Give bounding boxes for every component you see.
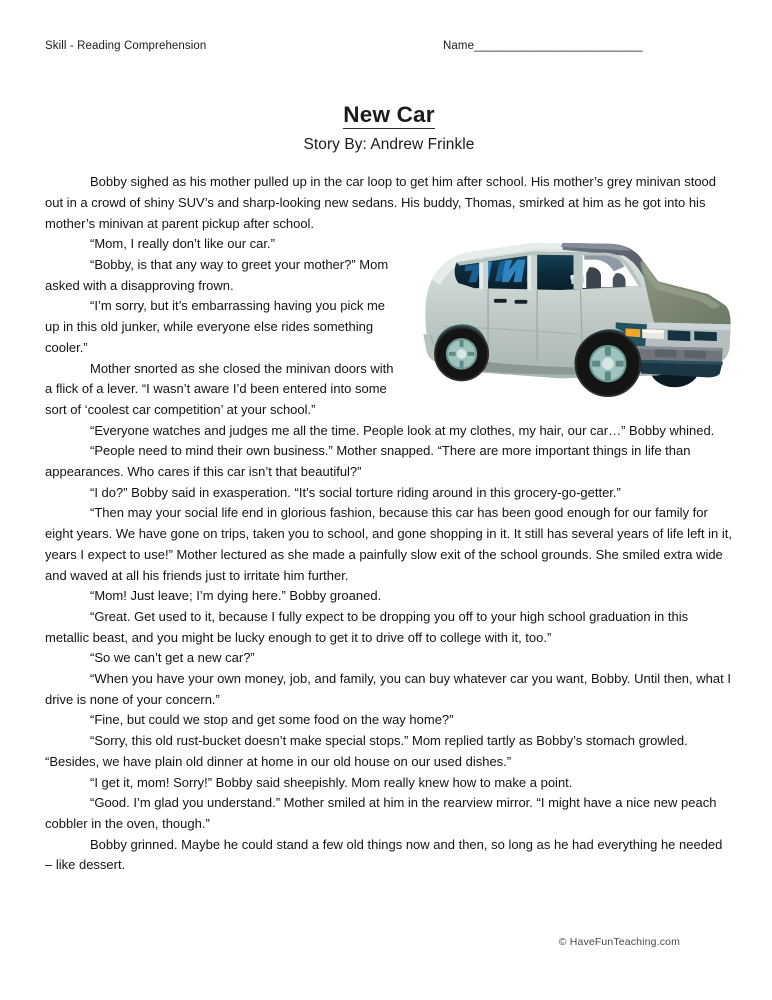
story-paragraph: “People need to mind their own business.” Mother snapped. “There are more important things in life than appearances. Who cares if this car isn’t that beautiful?” bbox=[45, 443, 691, 480]
name-field bbox=[443, 40, 642, 52]
footer-copyright: © HaveFunTeaching.com bbox=[558, 936, 680, 948]
story-paragraph: “I’m sorry, but it’s embarrassing having you pick me up in this old junker, while everyone else rides something cooler.” bbox=[45, 298, 386, 355]
name-field-label: Name bbox=[443, 40, 475, 52]
story-paragraph: “Then may your social life end in glorious fashion, because this car has been good enough for our family for eight years. We have gone on trips, taken you to school, and gone shopping in it. It still has several years of life left in it, years I expect to use!” Mother lectured as she made a painfully slow exit of the school grounds. She smiled extra wide and waved at all his friends just to irritate him further. bbox=[45, 505, 732, 583]
story-paragraph: “Bobby, is that any way to greet your mother?” Mom asked with a disapproving frown. bbox=[45, 257, 389, 293]
minivan-illustration bbox=[413, 238, 733, 400]
story-paragraph: “When you have your own money, job, and family, you can buy whatever car you want, Bobby. Until then, what I drive is none of your concern.” bbox=[45, 671, 731, 707]
story-paragraph: Mother snorted as she closed the minivan doors with a flick of a lever. “I wasn’t aware I’d been entered into some sort of ‘coolest car competition’ at your school.” bbox=[45, 360, 394, 417]
title-block bbox=[45, 102, 733, 154]
story-paragraph: “Sorry, this old rust-bucket doesn’t make special stops.” Mom replied tartly as Bobby’s stomach growled. “Besides, we have plain old dinner at home in our old house on our used dishes.” bbox=[45, 733, 688, 769]
skill-label: Skill - Reading Comprehension bbox=[45, 40, 207, 52]
story-byline: Story By: Andrew Frinkle bbox=[303, 136, 475, 154]
story-paragraph: “I do?” Bobby said in exasperation. “It’s social torture riding around in this grocery-go-getter.” bbox=[90, 484, 621, 500]
worksheet-header bbox=[45, 0, 733, 80]
story-paragraph: “Fine, but could we stop and get some food on the way home?” bbox=[90, 712, 454, 728]
story-paragraph-text: “Mom, I really don’t like our car.” bbox=[90, 236, 275, 252]
page-title: New Car bbox=[343, 102, 434, 129]
story-paragraph: “I get it, mom! Sorry!” Bobby said sheepishly. Mom really knew how to make a point. bbox=[90, 774, 573, 790]
story-paragraph: “So we can’t get a new car?” bbox=[90, 650, 255, 666]
story-paragraph: “Everyone watches and judges me all the time. People look at my clothes, my hair, our car…” Bobby whined. bbox=[90, 422, 715, 438]
story-paragraph: Bobby sighed as his mother pulled up in the car loop to get him after school. His mother’s grey minivan stood out in a crowd of shiny SUV’s and sharp-looking new sedans. His buddy, Thomas, smirked at him as he got into his mother’s minivan at parent pickup after school. bbox=[45, 174, 717, 231]
story-paragraph-with-illustration bbox=[45, 234, 733, 255]
name-field-blank[interactable]: _____________________________ bbox=[474, 40, 643, 52]
story-paragraph: Bobby grinned. Maybe he could stand a few old things now and then, so long as he had everything he needed – like dessert. bbox=[45, 836, 723, 873]
story-paragraph: “Good. I’m glad you understand.” Mother smiled at him in the rearview mirror. “I might have a nice new peach cobbler in the oven, though.” bbox=[45, 795, 717, 831]
story-paragraph: “Great. Get used to it, because I fully expect to be dropping you off to your high school graduation in this metallic beast, and you might be lucky enough to get it to drive off to college with it, too.” bbox=[45, 608, 689, 645]
story-body bbox=[45, 172, 733, 876]
story-paragraph: “Mom! Just leave; I’m dying here.” Bobby groaned. bbox=[90, 588, 382, 604]
